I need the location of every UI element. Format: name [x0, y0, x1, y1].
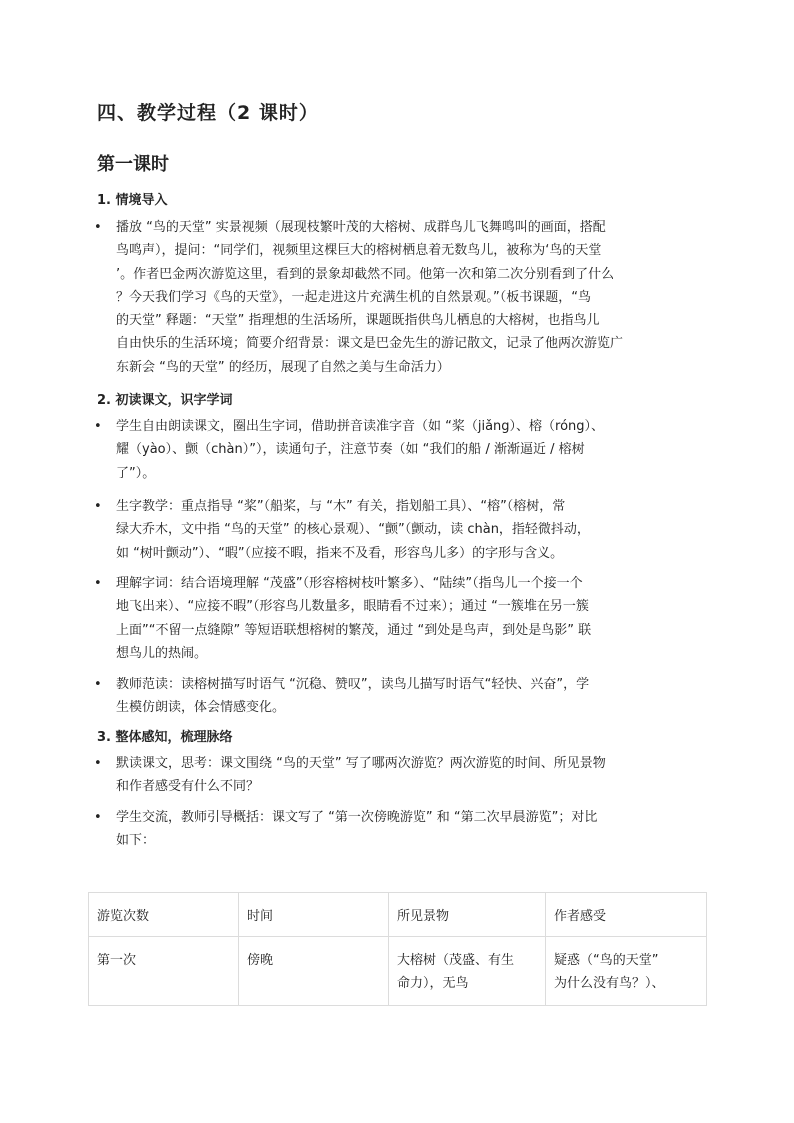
table-header-row	[89, 893, 707, 937]
text-line: ？今天我们学习《鸟的天堂》，一起走进这片充满生机的自然景观。”（板书课题，“鸟	[116, 289, 591, 305]
bullet-teacher-reading	[116, 673, 706, 720]
lesson-title: 第一课时	[97, 154, 169, 175]
text-line: 如下：	[116, 833, 156, 849]
bullet-comparison	[116, 806, 706, 853]
text-line: • 播放 “鸟的天堂” 实景视频（展现枝繁叶茂的大榕树、成群鸟儿飞舞鸣叫的画面，搭配	[116, 220, 606, 235]
text-line: 如 “树叶颤动”）、“暇”（应接不暇，指来不及看，形容鸟儿多）的字形与含义。	[116, 545, 564, 561]
table-header-cell: 所见景物	[389, 893, 546, 937]
table-header-cell: 时间	[239, 893, 389, 937]
text-line: • 教师范读：读榕树描写时语气 “沉稳、赞叹”，读鸟儿描写时语气“轻快、兴奋”，学	[116, 677, 590, 692]
text-line: 想鸟儿的热闹。	[116, 645, 208, 661]
cell-line: 第一次	[97, 953, 137, 968]
bullet-silent-reading	[116, 752, 706, 799]
bullet-character-teaching	[116, 495, 706, 565]
table-cell	[239, 937, 389, 1006]
cell-line: 疑惑（“鸟的天堂”	[554, 953, 659, 968]
section-title-intro: 1. 情境导入	[97, 193, 168, 208]
text-line: 自由快乐的生活环境；简要介绍背景：课文是巴金先生的游记散文，记录了他两次游览广	[116, 336, 624, 352]
cell-line: 傍晚	[247, 953, 274, 968]
bullet-free-reading	[116, 415, 706, 485]
text-line: • 学生自由朗读课文，圈出生字词，借助拼音读准字音（如 “桨（jiǎng）、榕（róng）、	[116, 419, 605, 434]
table-header-cell: 作者感受	[546, 893, 707, 937]
text-line: 耀（yào）、颤（chàn）”），读通句子，注意节奏（如 “我们的船 / 渐渐逼近 / 榕树	[116, 442, 585, 458]
text-line: 鸟鸣声），提问：“同学们，视频里这棵巨大的榕树栖息着无数鸟儿，被称为‘鸟的天堂	[116, 243, 602, 259]
text-line: 的天堂” 释题：“天堂” 指理想的生活场所，课题既指供鸟儿栖息的大榕树，也指鸟儿	[116, 313, 600, 329]
table-cell	[89, 937, 239, 1006]
text-line: 了”）。	[116, 465, 156, 481]
text-line: • 学生交流，教师引导概括：课文写了 “第一次傍晚游览” 和 “第二次早晨游览”；对比	[116, 810, 598, 825]
text-line: 地飞出来）、“应接不暇”（形容鸟儿数量多，眼睛看不过来）；通过 “一簇堆在另一簇	[116, 599, 589, 615]
text-line: 和作者感受有什么不同？	[116, 779, 260, 795]
section-heading: 四、教学过程（2 课时）	[97, 102, 319, 124]
table-cell	[389, 937, 546, 1006]
section-title-overview: 3. 整体感知，梳理脉络	[97, 730, 233, 745]
text-line: 上面”“不留一点缝隙” 等短语联想榕树的繁茂，通过 “到处是鸟声，到处是鸟影” 联	[116, 622, 592, 638]
table-header-cell: 游览次数	[89, 893, 239, 937]
cell-line: 大榕树（茂盛、有生	[397, 953, 515, 968]
bullet-vocabulary	[116, 572, 706, 665]
text-line: ’。作者巴金两次游览这里，看到的景象却截然不同。他第一次和第二次分别看到了什么	[116, 266, 615, 282]
table-cell	[546, 937, 707, 1006]
cell-line: 命力），无鸟	[397, 976, 469, 991]
comparison-table	[88, 892, 707, 1006]
text-line: • 生字教学：重点指导 “桨”（船桨，与 “木” 有关，指划船工具）、“榕”（榕树，常	[116, 499, 566, 514]
text-line: 生模仿朗读，体会情感变化。	[116, 700, 286, 716]
text-line: 东新会 “鸟的天堂” 的经历，展现了自然之美与生命活力）	[116, 359, 450, 375]
table-row	[89, 937, 707, 1006]
text-line: • 默读课文，思考：课文围绕 “鸟的天堂” 写了哪两次游览？两次游览的时间、所见景物	[116, 756, 606, 771]
cell-line: 为什么没有鸟？）、	[554, 976, 665, 991]
section-title-reading: 2. 初读课文，识字学词	[97, 393, 233, 408]
text-line: 绿大乔木，文中指 “鸟的天堂” 的核心景观）、“颤”（颤动，读 chàn，指轻微抖动，	[116, 522, 590, 538]
text-line: • 理解字词：结合语境理解 “茂盛”（形容榕树枝叶繁多）、“陆续”（指鸟儿一个接一个	[116, 576, 583, 591]
bullet-video-intro	[116, 216, 706, 379]
